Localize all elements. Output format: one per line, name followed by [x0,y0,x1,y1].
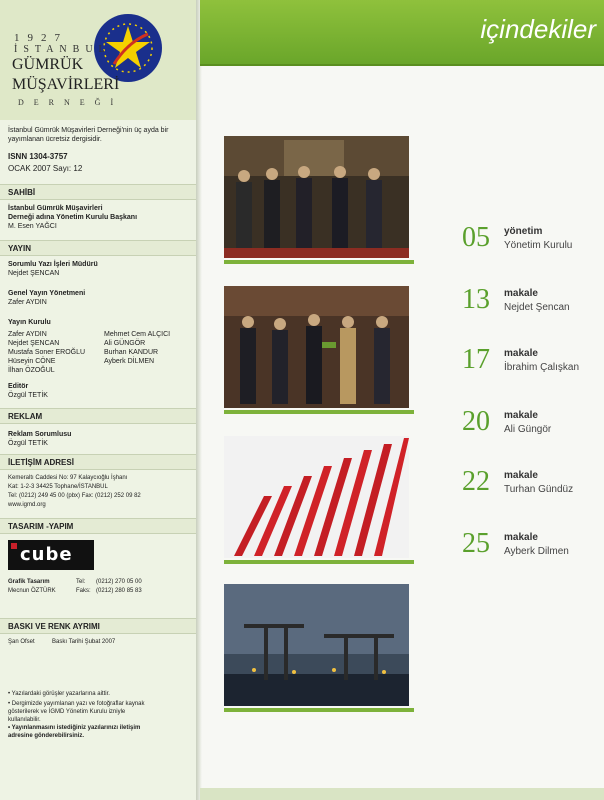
cube-mark-icon [11,543,17,549]
footer-bar [200,788,604,800]
toc-entry[interactable] [462,406,602,446]
toc-title: Nejdet Şencan [504,302,570,313]
photo-underline [224,560,414,564]
photo-group-1 [224,136,409,258]
cube-brand: cube [20,544,73,565]
tel-number: (0212) 270 05 00 [96,579,142,585]
page-title: içindekiler [480,14,596,44]
toc-section: makale [504,532,538,543]
board-member: İlhan ÖZOĞUL [8,367,55,374]
toc-entry[interactable] [462,466,602,506]
board-member: Ayberk DİLMEN [104,358,155,365]
section-heading-iletisim: İLETİŞİM ADRESİ [0,454,200,470]
header-bar [200,0,604,66]
toc-page-number: 25 [462,528,490,559]
logo-year: 1927 [14,32,68,44]
masthead-sidebar [0,0,200,800]
toc-section: yönetim [504,226,543,237]
logo-line3: MÜŞAVİRLERİ [12,76,120,93]
editor-name: Nejdet ŞENCAN [8,270,60,277]
photo-underline [224,260,414,264]
board-member: Mustafa Soner EROĞLU [8,349,86,356]
photo-underline [224,708,414,712]
board-member: Ali GÜNGÖR [104,340,146,347]
toc-entry[interactable] [462,284,602,324]
toc-page-number: 05 [462,222,490,253]
section-heading-tasarim: TASARIM -YAPIM [0,518,200,534]
cube-logo [8,540,94,570]
note-1: • Yazılardaki görüşler yazarlarına aittir. [8,691,110,697]
toc-page-number: 20 [462,406,490,437]
address-line2: Kat: 1-2-3 34425 Tophane/İSTANBUL [8,484,108,490]
toc-page-number: 22 [462,466,490,497]
website-link[interactable]: www.igmd.org [8,502,46,508]
issn: ISNN 1304-3757 [8,152,68,161]
photo-port-cranes [224,584,409,706]
editor2-role: Editör [8,383,29,390]
toc-section: makale [504,470,538,481]
address-line1: Kemeraltı Caddesi No: 97 Kalaycıoğlu İşhanı [8,475,128,481]
address-line3: Tel: (0212) 249 45 00 (pbx) Fax: (0212) 252 09 82 [8,493,141,499]
photo-underline [224,410,414,414]
issue-info: OCAK 2007 Sayı: 12 [8,164,83,173]
editor2-name: Özgül TETİK [8,392,48,399]
logo-area [0,0,200,120]
board-role: Yayın Kurulu [8,319,51,326]
toc-title: Ayberk Dilmen [504,546,569,557]
logo-line1: İSTANBUL [14,44,111,55]
logo-line4: DERNEĞİ [18,98,124,107]
toc-title: Turhan Gündüz [504,484,574,495]
editor-role: Sorumlu Yazı İşleri Müdürü [8,261,98,268]
design-name: Mecnun ÖZTÜRK [8,588,56,594]
section-heading-sahibi: SAHİBİ [0,184,200,200]
fax-label: Faks: [76,588,91,594]
design-role: Grafik Tasarım [8,579,50,585]
board-member: Burhan KANDUR [104,349,159,356]
toc-title: İbrahim Çalışkan [504,362,580,373]
owner-line2: Derneği adına Yönetim Kurulu Başkanı [8,214,138,221]
toc-entry[interactable] [462,528,602,568]
page-fold [196,0,202,800]
board-member: Zafer AYDIN [8,331,47,338]
owner-name: M. Esen YAĞCI [8,223,57,230]
section-heading-yayin: YAYIN [0,240,200,256]
board-member: Hüseyin CÖNE [8,358,56,365]
toc-page-number: 13 [462,284,490,315]
toc-entry[interactable] [462,222,602,262]
gm-name: Zafer AYDIN [8,299,47,306]
section-heading-baski: BASKI VE RENK AYRIMI [0,618,200,634]
board-member: Mehmet Cem ALÇICI [104,331,171,338]
logo-line2: GÜMRÜK [12,56,84,73]
board-member: Nejdet ŞENCAN [8,340,60,347]
toc-title: Yönetim Kurulu [504,240,573,251]
gm-role: Genel Yayın Yönetmeni [8,290,86,297]
note-3: • Yayınlanmasını istediğiniz yazılarınızı iletişim adresine gönderebilirsiniz. [8,725,141,739]
toc-section: makale [504,410,538,421]
note-2: • Dergimizde yayımlanan yazı ve fotoğraflar kaynak gösterilerek ve İGMD Yönetim Kurulu izniyle kullanılabilir. [8,701,145,723]
photo-group-2 [224,286,409,408]
print-date: Baskı Tarihi Şubat 2007 [52,639,116,645]
toc-section: makale [504,288,538,299]
section-heading-reklam: REKLAM [0,408,200,424]
ad-role: Reklam Sorumlusu [8,431,72,438]
toc-section: makale [504,348,538,359]
ad-name: Özgül TETİK [8,440,48,447]
toc-title: Ali Güngör [504,424,552,435]
owner-line1: İstanbul Gümrük Müşavirleri [8,205,103,212]
toc-entry[interactable] [462,344,602,384]
printer-name: Şan Ofset [8,639,35,645]
toc-page-number: 17 [462,344,490,375]
photo-containers [224,436,409,558]
tel-label: Tel: [76,579,86,585]
magazine-description: İstanbul Gümrük Müşavirleri Derneği'nin üç ayda bir yayımlanan ücretsiz dergisidir. [8,127,169,143]
fax-number: (0212) 280 85 83 [96,588,142,594]
